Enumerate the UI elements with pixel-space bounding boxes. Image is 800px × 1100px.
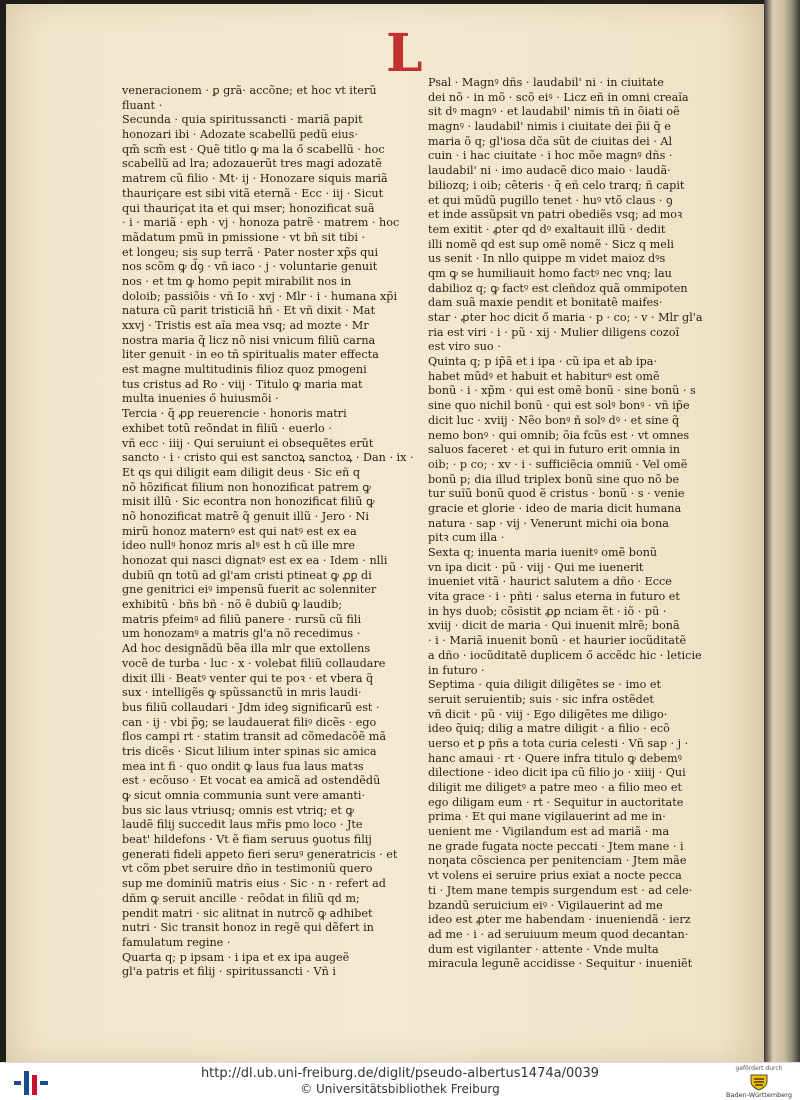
text-line: magnꝰ · laudabil' nimis i ciuitate dei p̃ii q̃ e [428, 120, 671, 134]
text-line: xviij · dicit de maria · Qui inuenit mlrẽ; bonã [428, 619, 680, 633]
document-url-link[interactable]: http://dl.ub.uni-freiburg.de/diglit/pseudo-albertus1474a/0039 [200, 1066, 600, 1081]
text-line: star · ꝓter hoc dicit ő maria · p · co; · v · Mlr gl'a [428, 311, 703, 324]
text-line: Quinta q; p ip̃ã et i ipa · cũ ipa et ab ipa· [428, 355, 657, 369]
text-line: biliozq; i oib; cẽteris · q̃ eñ celo trarq; ñ capit [428, 178, 685, 192]
text-line: bonũ · i · xp̃m · qui est omẽ bonũ · sine bonũ · s [428, 384, 696, 398]
text-line: bus sic laus vtriusq; omnis est vtriq; et ꝙ [122, 803, 354, 817]
text-line: sit dꝰ magnꝰ · et laudabil' nimis tñ in õiati oẽ [428, 105, 680, 119]
text-line: pitꝛ cum illa · [428, 531, 505, 545]
text-line: sux · intelligẽs ꝙ spũssanctũ in mris laudi· [122, 686, 362, 700]
text-line: ideo q̃uiq; dilig a matre diligit · a filio · ecõ [428, 722, 670, 736]
text-line: et inde assũpsit vn patri obediẽs vsq; ad moꝛ [428, 208, 683, 222]
text-line: sup me dominiũ matris eius · Sic · n · refert ad [122, 877, 386, 891]
text-line: · i · mariã · eph · vj · honoza patrẽ · matrem · hoc [122, 216, 400, 230]
text-line: Tercia · q̃ ꝓꝑ reuerencie · honoris matri [122, 407, 347, 421]
text-line: uenient me · Vigilandum est ad mariã · ma [428, 825, 670, 839]
text-line: est magne multitudinis filioz quoz pmogeni [122, 363, 367, 377]
footer-bar [0, 1062, 800, 1100]
text-line: laudabil' ni · imo audacẽ dico maio · laudã· [428, 164, 671, 178]
text-line: oib; · p co; · xv · i · sufficiẽcia omniũ · Vel omẽ [428, 457, 688, 471]
text-line: dubiũ qn totũ ad gl'am cristi ptineat ꝙ ꝓꝑ di [122, 568, 372, 582]
text-line: famulatum regine · [122, 935, 231, 949]
copyright-text: © Universitätsbibliothek Freiburg [300, 1082, 500, 1096]
text-line: xxvj · Tristis est aĩa mea vsq; ad mozte · Mr [122, 319, 369, 332]
text-line: vita grace · i · pñti · salus eterna in futuro et [428, 590, 680, 604]
text-line: ꝙ sicut omnia communia sunt vere amanti· [122, 789, 366, 802]
text-line: dabilioz q; ꝙ factꝰ est cleñdoz quã ommipoten [428, 281, 688, 295]
text-line: mirũ honoz maternꝰ est qui natꝰ est ex ea [122, 524, 357, 538]
text-line: saluos faceret · et qui in futuro erit omnia in [428, 443, 680, 457]
text-line: um honozamꝰ a matris gl'a nõ recedimus · [122, 627, 361, 641]
text-line: nõ hõzificat filium non honozificat patrem ꝙ [122, 480, 371, 494]
text-line: bus filiũ collaudari · Jdm ideꝯ significarũ est · [122, 700, 380, 714]
text-line: gracie et glorie · ideo de maria dicit humana [428, 501, 682, 515]
funder-caption: gefördert durch [735, 1065, 783, 1072]
text-line: Ad hoc designãdũ bẽa illa mlr que extollens [122, 642, 371, 656]
text-line: Et qs qui diligit eam diligit deus · Sic eñ q [122, 465, 361, 479]
text-line: liter genuit · in eo tñ spiritualis mater effecta [122, 348, 379, 362]
text-line: sancto · i · cristo qui est sanctoꝝ sanctoꝝ · Dan · ix · [122, 451, 414, 465]
text-line: seruit seruientib; suis · sic infra ostẽdet [428, 692, 654, 706]
text-line: Quarta q; p ipsam · i ipa et ex ipa augeẽ [122, 950, 350, 964]
left-text-column [122, 84, 414, 980]
text-line: mãdatum pmũ in pmissione · vt bñ sit tibi · [122, 230, 366, 244]
text-line: nõ honozificat matrẽ q̃ genuit illũ · Jero · Ni [122, 509, 369, 523]
text-line: hanc amaui · rt · Quere infra titulo ꝙ debemꝰ [428, 751, 682, 765]
text-line: pendit matri · sic alitnat in nutrcõ ꝙ adhibet [122, 906, 373, 920]
text-line: nos · et tm ꝙ homo pepit mirabilit nos in [122, 274, 352, 288]
text-line: inueniet vitã · haurict salutem a dño · Ecce [428, 575, 672, 589]
text-line: Septima · quia diligit diligẽtes se · imo et [428, 678, 662, 692]
text-line: fluant · [122, 98, 163, 112]
text-line: ego diligam eum · rt · Sequitur in auctoritate [428, 795, 684, 809]
text-line: prima · Et qui mane vigilauerint ad me in· [428, 810, 666, 824]
text-line: thauriçare est sibi vitã eternã · Ecc · iij · Sicut [122, 186, 384, 200]
text-line: diligit me diligetꝰ a patre meo · a filio meo et [428, 781, 682, 794]
text-line: vñ dicit · pũ · viij · Ego diligẽtes me diligo· [428, 707, 668, 721]
text-line: vn ipa dicit · pũ · viij · Qui me iuenerit [428, 560, 644, 574]
text-line: scabellũ ad lra; adozauerũt tres magi adozatẽ [122, 157, 382, 171]
text-line: honozari ibi · Adozate scabellũ pedũ eius· [122, 128, 358, 142]
text-line: vt volens ei seruire prius exiat a nocte pecca [428, 869, 682, 883]
text-line: ti · Jtem mane tempis surgendum est · ad cele· [428, 883, 693, 897]
text-line: dilectione · ideo dicit ipa cũ filio jo · xiiij · Qui [428, 766, 686, 780]
right-text-column [428, 76, 703, 972]
baden-wuerttemberg-crest-icon [748, 1073, 770, 1091]
text-line: uerso et ꝑ pñs a tota curia celesti · Vñ sap · j · [428, 736, 689, 750]
text-line: tem exitit · ꝓter qd dꝰ exaltauit illũ · dedit [428, 222, 666, 236]
text-line: ideo nullꝰ honoz mris alꝰ est h cũ ille mre [122, 539, 355, 553]
text-line: matris pfeimꝰ ad filiũ panere · rursũ cũ fili [122, 612, 362, 626]
text-line: natura cũ parit tristiciã hñ · Et vñ dixit · Mat [122, 304, 376, 318]
text-line: generati fideli appeto fieri seruꝰ generatricis · et [122, 847, 398, 861]
text-line: miracula legunẽ accidisse · Sequitur · inueniẽt [428, 957, 693, 971]
text-line: qm̃ scm̃ est · Quẽ titlo ꝙ ma la ő scabellũ · hoc [122, 142, 385, 156]
text-line: Sexta q; inuenta maria iuenitꝰ omẽ bonũ [428, 546, 658, 559]
text-line: gne genitrici eiꝰ impensũ fuerit ac solenniter [122, 583, 377, 597]
text-line: noƞata cõscienca per penitenciam · Jtem mãe [428, 854, 687, 868]
text-line: natura · sap · vij · Venerunt michi oia bona [428, 516, 669, 530]
text-line: dei nõ · in mõ · scõ eiꝰ · Licz eñ in omni creaĩa [428, 90, 689, 104]
text-line: nostra maria q̃ licz nõ nisi vnicum filiũ carna [122, 333, 376, 347]
text-line: dicit luc · xviij · Nẽo bonꝰ ñ solꝰ dꝰ · et sine q̃ [428, 413, 680, 427]
funder-badge [724, 1065, 794, 1099]
text-line: matrem cũ filio · Mt· ij · Honozare siquis mariã [122, 172, 388, 186]
text-line: bzandũ seruicium eiꝰ · Vigilauerint ad me [428, 898, 663, 912]
text-line: us senit · In nllo quippe m videt maioz dꝰs [428, 252, 666, 266]
text-line: misit illũ · Sic econtra non honozificat filiũ ꝙ [122, 495, 375, 509]
text-line: ne grade fugata nocte peccati · Jtem mane · i [428, 839, 684, 853]
text-line: mea int fi · quo ondit ꝙ laus fua laus matꝛs [122, 759, 364, 773]
text-line: illi nomẽ qd est sup omẽ nomẽ · Sicz q meli [428, 237, 674, 251]
text-line: est · ecõuso · Et vocat ea amicã ad ostendẽdũ [122, 774, 381, 788]
text-line: nos scõm ꝙ d̃ꝯ · vñ iaco · j · voluntarie genuit [122, 260, 378, 274]
text-line: flos campi rt · statim transit ad cõmedacõẽ mã [122, 730, 386, 744]
text-line: laudẽ filij succedit laus mr̃is pmo loco · Jte [122, 818, 363, 832]
text-line: habet mũdꝰ et habuit et habiturꝰ est omẽ [428, 369, 660, 383]
text-line: tur suĩũ bonũ quod ẽ cristus · bonũ · s · venie [428, 487, 685, 501]
text-line: et longeu; sis sup terrã · Pater noster xp̃s qui [122, 245, 379, 259]
text-line: maria õ q; gl'iosa dc̃a sũt de ciuitas dei · Al [428, 134, 673, 148]
text-line: veneracionem · ꝑ grã· accõne; et hoc vt iterũ [122, 84, 377, 97]
text-line: in futuro · [428, 663, 485, 677]
text-line: tris dicẽs · Sicut lilium inter spinas sic amica [122, 744, 377, 758]
text-line: exhibet totũ reõndat in filiũ · euerlo · [122, 421, 332, 435]
text-line: Secunda · quia spiritussancti · mariã papit [122, 113, 363, 127]
text-line: bonũ p; dia illud triplex bonũ sine quo nõ be [428, 472, 680, 486]
text-line: doloib; passiõis · vñ Io · xvj · Mlr · i · humana xp̃i [122, 289, 398, 303]
folio-initial: L [386, 23, 423, 84]
text-line: vt cõm pbet seruire dño in testimoniũ quero [122, 862, 373, 876]
text-line: tus cristus ad Ro · viij · Titulo ꝙ maria mat [122, 377, 363, 391]
text-line: dum est vigilanter · attente · Vnde multa [428, 942, 659, 956]
text-line: vñ ecc · iiij · Qui seruiunt ei obsequẽtes erũt [122, 436, 374, 450]
text-line: exhibitũ · bñs bñ · nõ ē dubiũ ꝙ laudib; [122, 598, 343, 612]
text-line: · i · Mariã inuenit bonũ · et haurier iocũditatẽ [428, 634, 687, 648]
text-line: nemo bonꝰ · qui omnib; õia fcũs est · vt omnes [428, 428, 690, 442]
text-line: in hys duob; cõsistit ꝓꝑ nciam ẽt · iõ · pũ · [428, 604, 667, 618]
text-line: est viro suo · [428, 340, 501, 354]
text-line: sine quo nichil bonũ · qui est solꝰ bonꝰ · vñ ip̃e [428, 399, 690, 413]
text-line: qui thauriçat ita et qui mser; honozificat suã [122, 201, 375, 215]
text-line: multa inuenies ő huiusmõi · [122, 392, 279, 406]
text-line: Psal · Magnꝰ dñs · laudabil' ni · in ciuitate [428, 76, 664, 89]
text-line: ad me · i · ad seruiuum meum quod decantan· [428, 927, 689, 941]
text-line: ria est viri · i · pũ · xij · Mulier diligens cozoĩ [428, 325, 680, 339]
text-line: dñm ꝙ seruit ancille · reõdat in filiũ qd m; [122, 891, 360, 905]
text-line: qm ꝙ se humiliauit homo factꝰ nec vnq; lau [428, 266, 672, 280]
text-line: ideo est ꝓter me habendam · inueniendã · ierz [428, 913, 691, 927]
text-line: gl'a patris et filij · spiritussancti · Vñ i [122, 965, 336, 979]
funder-name: Baden-Württemberg [726, 1091, 792, 1099]
text-line: vocẽ de turba · luc · x · volebat filiũ collaudare [122, 656, 386, 670]
text-line: beat' hildefons · Vt ẽ fiam seruus ꝯuotus filij [122, 833, 372, 847]
text-line: dixit illi · Beatꝰ venter qui te poꝛ · et vbera q̃ [122, 671, 374, 685]
text-line: honozat qui nasci dignatꝰ est ex ea · Idem · nlli [122, 554, 388, 567]
page-edge [764, 0, 800, 1062]
text-line: can · ij · vbi p̃ꝯ; se laudauerat filiꝰ dicẽs · ego [122, 715, 377, 729]
text-line: et qui mũdũ pugillo tenet · huꝰ vtõ claus · ꝯ [428, 193, 673, 207]
text-line: dam suã maxie pendit et bonitatẽ maifes· [428, 296, 663, 310]
text-line: cuin · i hac ciuitate · i hoc mõe magnꝰ dñs · [428, 149, 673, 163]
text-line: a dño · iocũditatẽ duplicem ő accẽdc hic · leticie [428, 648, 702, 662]
text-line: nutri · Sic transit honoz in regẽ qui dẽfert in [122, 921, 374, 935]
